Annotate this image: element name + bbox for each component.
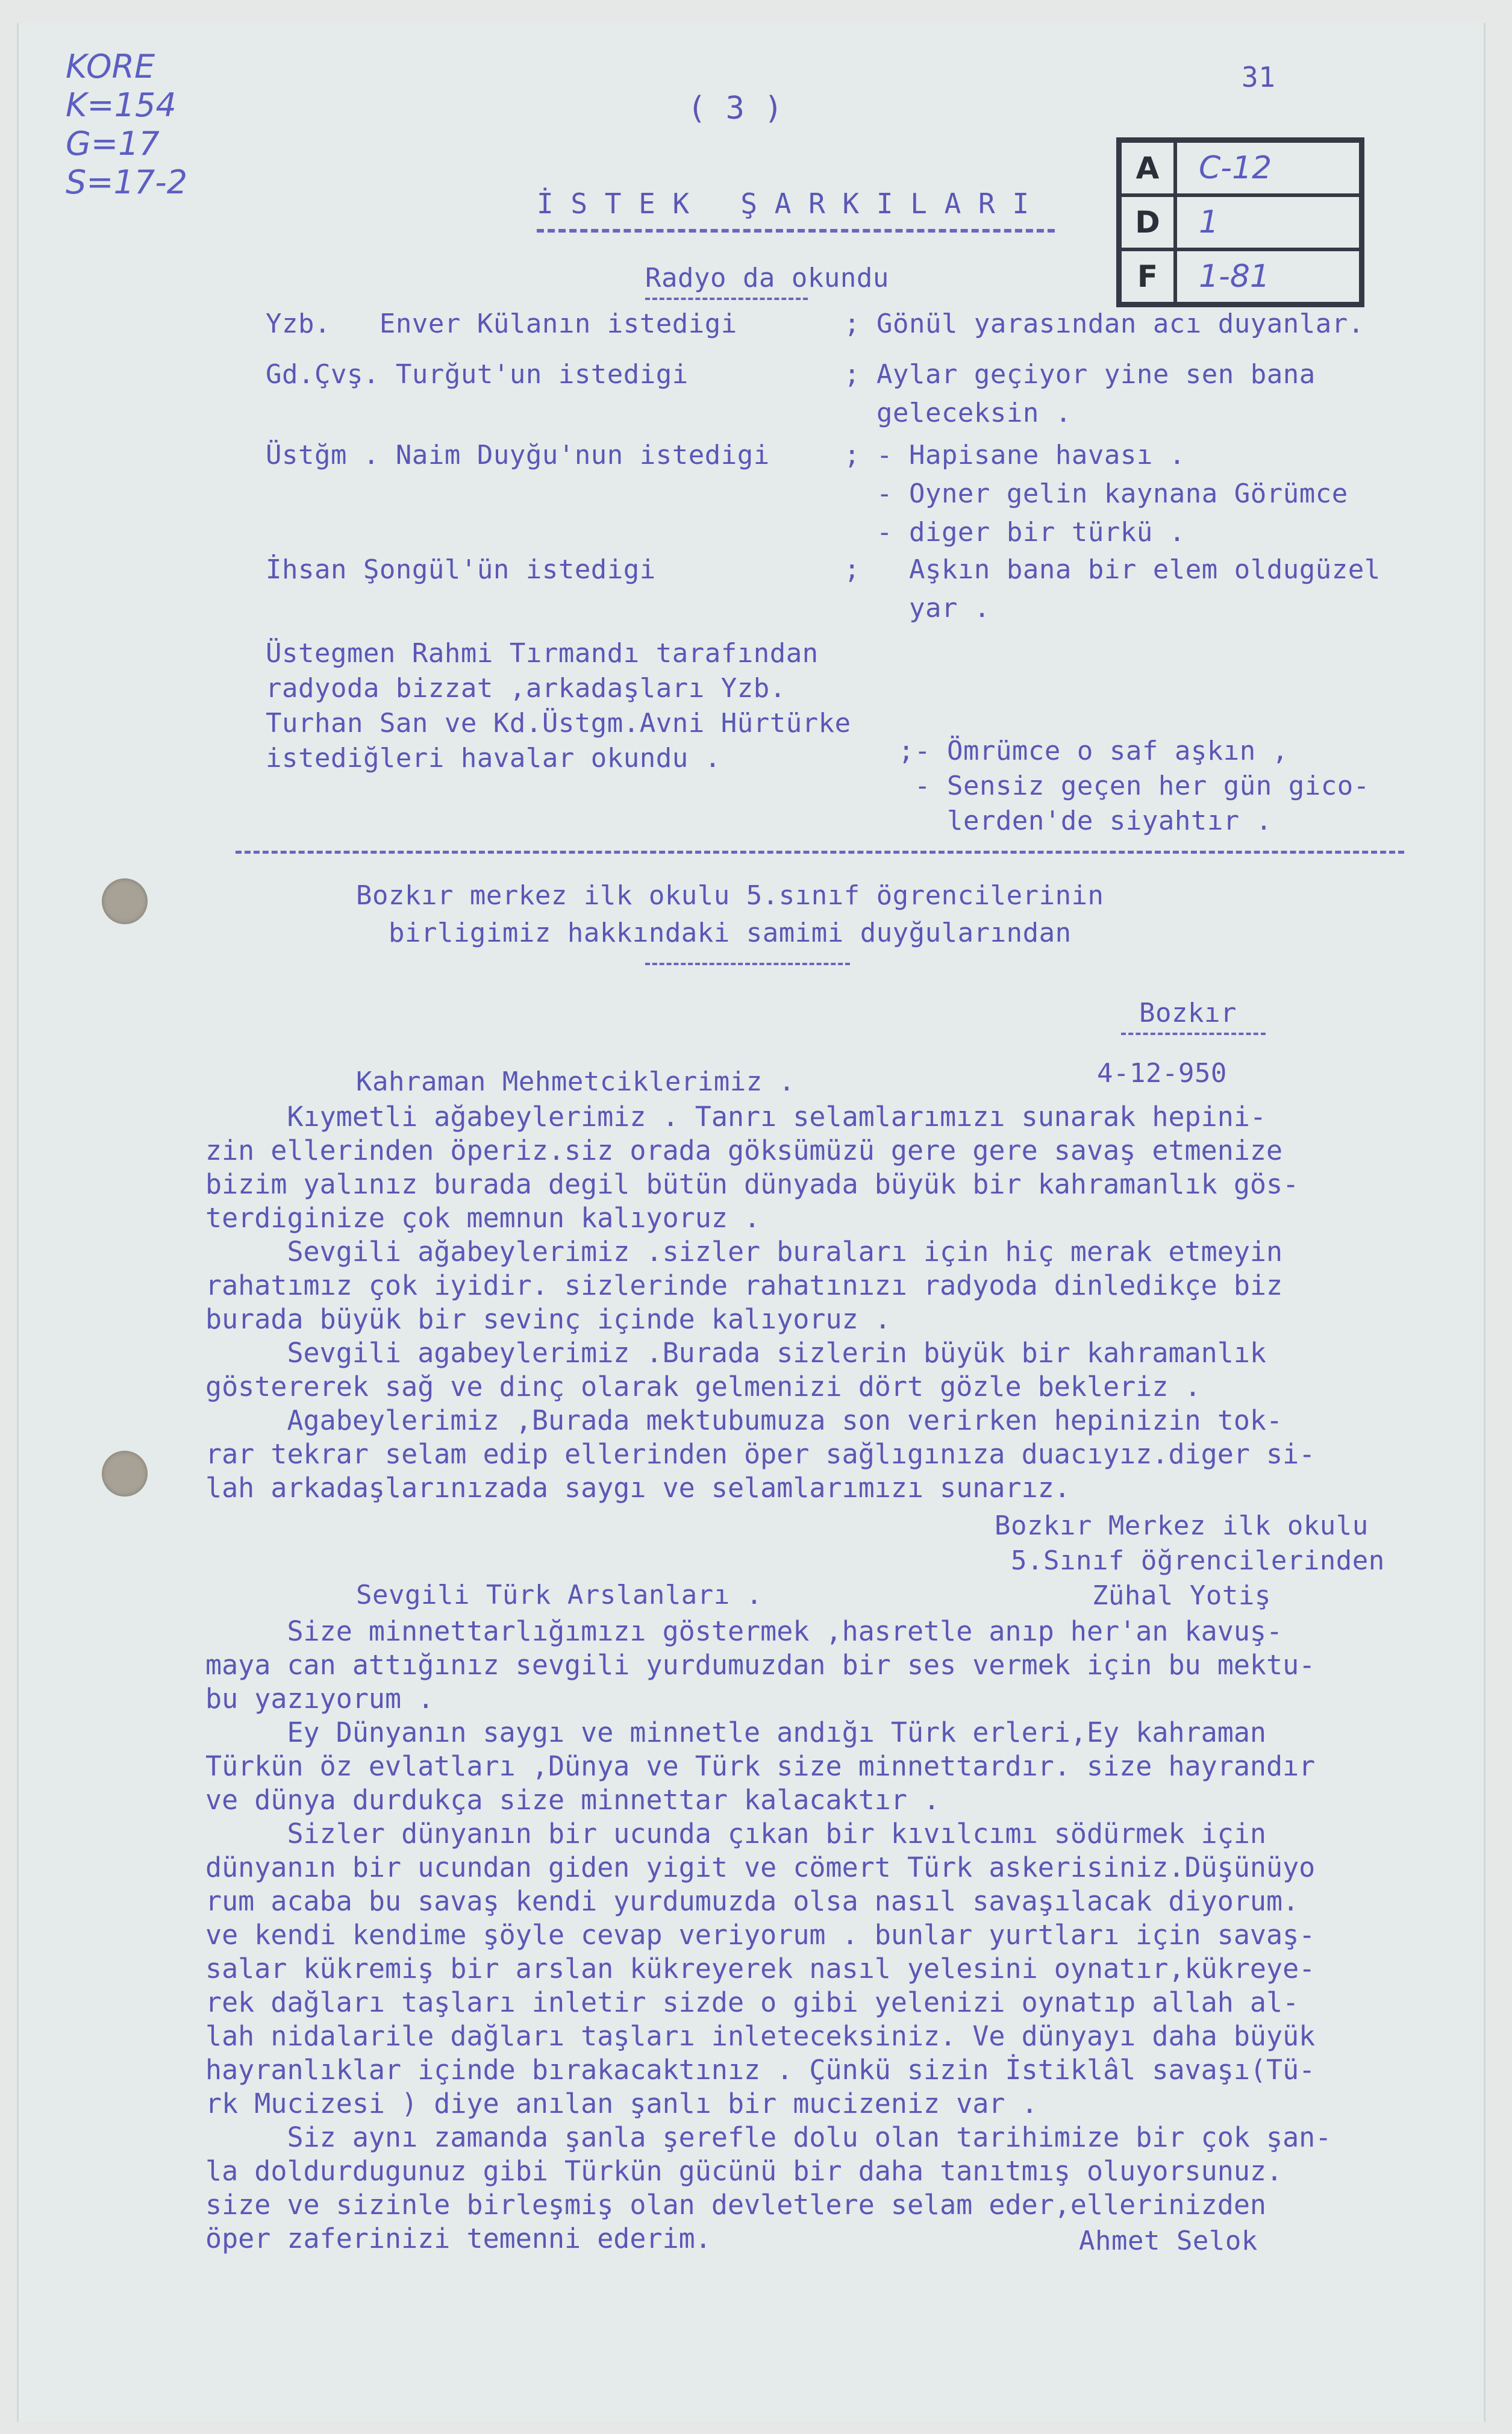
letter2-body: Size minnettarlığımızı göstermek ,hasretle anıp her'an kavuş- maya can attığınız sevgili yurdumuzdan bir ses vermek için bu mektu- bu yazıyorum . Ey Dünyanın saygı ve minnetle andığı Türk erleri,Ey kahraman Türkün öz evlatları ,Dünya ve Türk size minnettardır. size hayrandır ve dünya durdukça size minnettar kalacaktır . Sizler dünyanın bir ucunda çıkan bir kıvılcımı södürmek için dünyanın bir ucundan giden yigit ve cömert Türk askerisiniz.Düşünüyo rum acaba bu savaş kendi yurdumuzda olsa nasıl savaşılacak diyorum. ve kendi kendime şöyle cevap veriyorum . bunlar yurtları için savaş- salar kükremiş bir arslan kükreyerek nasıl yelesini oynatır,kükreye- rek dağları taşları inletir sizde o gibi yelenizi oynatıp allah al- lah nidalarile dağları taşları inleteceksiniz. Ve dünyayı daha büyük hayranlıklar içinde bırakacaktınız . Çünkü sizin İstiklâl savaşı(Tü- rk Mucizesi ) diye anılan şanlı bir mucizeniz var . Siz aynı zamanda şanla şerefle dolu olan tarihimize bir çok şan- la doldurdugunuz gibi Türkün gücünü bir daha tanıtmış oluyorsunuz. size ve sizinle birleşmiş olan devletlere selam eder,ellerinizden öper zaferinizi temenni ederim. xyxy=(205,1615,1332,2254)
page-number: ( 3 ) xyxy=(687,90,784,127)
document-page xyxy=(17,23,1485,2422)
letter1-body: Kıymetli ağabeylerimiz . Tanrı selamlarımızı sunarak hepini- zin ellerinden öperiz.siz orada göksümüzü gere gere savaş etmenize bizim yalınız burada degil bütün dünyada büyük bir kahramanlık gös- terdiginize çok memnun kalıyoruz . Sevgili ağabeylerimiz .sizler buraları için hiç merak etmeyin rahatımız çok iyidir. sizlerinde rahatınızı radyoda dinledikçe biz burada büyük bir sevinç içinde kalıyoruz . Sevgili agabeylerimiz .Burada sizlerin büyük bir kahramanlık göstererek sağ ve dinç olarak gelmenizi dört gözle bekleriz . Agabeylerimiz ,Burada mektubumuza son verirken hepinizin tok- rar tekrar selam edip ellerinden öper sağlıgınıza duacıyız.diger si- lah arkadaşlarınızada saygı ve selamlarımızı sunarız. xyxy=(205,1101,1316,1504)
archive-note-4: S=17-2 xyxy=(66,163,188,201)
letter1-salutation: Kahraman Mehmetciklerimiz . xyxy=(356,1066,795,1097)
request-songs-5: ;- Ömrümce o saf aşkın , - Sensiz geçen her gün gico- lerden'de siyahtır . xyxy=(898,736,1370,836)
request-songs-4: ; Aşkın bana bir elem oldugüzel yar . xyxy=(844,554,1381,624)
corner-mark: 31 xyxy=(1242,61,1276,93)
request-person-2: Gd.Çvş. Turğut'un istedigi xyxy=(266,359,689,390)
letter-place: Bozkır xyxy=(1139,998,1237,1028)
subtitle: Radyo da okundu xyxy=(645,263,889,293)
subtitle-underline xyxy=(645,298,808,300)
stamp-value-a: C-12 xyxy=(1175,141,1361,195)
place-underline xyxy=(1121,1033,1266,1035)
request-songs-1: ; Gönül yarasından acı duyanlar. xyxy=(844,308,1364,339)
punch-hole-bottom xyxy=(102,1451,148,1497)
punch-hole-top xyxy=(102,878,148,924)
letter-date: 4-12-950 xyxy=(1097,1058,1227,1089)
stamp-label-d: D xyxy=(1120,195,1175,249)
archive-note-2: K=154 xyxy=(66,86,177,124)
archive-note-3: G=17 xyxy=(66,125,160,163)
archive-note-1: KORE xyxy=(66,48,155,86)
letter2-salutation: Sevgili Türk Arslanları . xyxy=(356,1580,763,1610)
letters-header: Bozkır merkez ilk okulu 5.sınıf ögrencilerinin birligimiz hakkındaki samimi duyğularından xyxy=(356,880,1104,948)
section-divider xyxy=(236,851,1404,854)
stamp-label-a: A xyxy=(1120,141,1175,195)
letter2-signature: Ahmet Selok xyxy=(1079,2226,1258,2256)
letters-header-underline xyxy=(645,963,850,965)
request-person-1: Yzb. Enver Külanın istedigi xyxy=(266,308,737,339)
request-person-5: Üstegmen Rahmi Tırmandı tarafından radyoda bizzat ,arkadaşları Yzb. Turhan San ve Kd.Üstgm.Avni Hürtürke istediğleri havalar okundu . xyxy=(266,638,851,774)
request-songs-2: ; Aylar geçiyor yine sen bana geleceksin . xyxy=(844,359,1316,428)
request-person-4: İhsan Şongül'ün istedigi xyxy=(266,554,656,585)
stamp-label-f: F xyxy=(1120,249,1175,304)
archive-stamp xyxy=(1116,137,1364,307)
request-songs-3: ; - Hapisane havası . - Oyner gelin kaynana Görümce - diger bir türkü . xyxy=(844,440,1348,548)
stamp-value-d: 1 xyxy=(1175,195,1361,249)
request-person-3: Üstğm . Naim Duyğu'nun istedigi xyxy=(266,440,770,471)
page-title: İ S T E K Ş A R K I L A R I xyxy=(537,187,1029,220)
stamp-value-f: 1-81 xyxy=(1175,249,1361,304)
letter1-signature: Bozkır Merkez ilk okulu 5.Sınıf öğrencilerinden Zühal Yotiş xyxy=(995,1510,1385,1611)
title-underline xyxy=(537,229,1055,233)
